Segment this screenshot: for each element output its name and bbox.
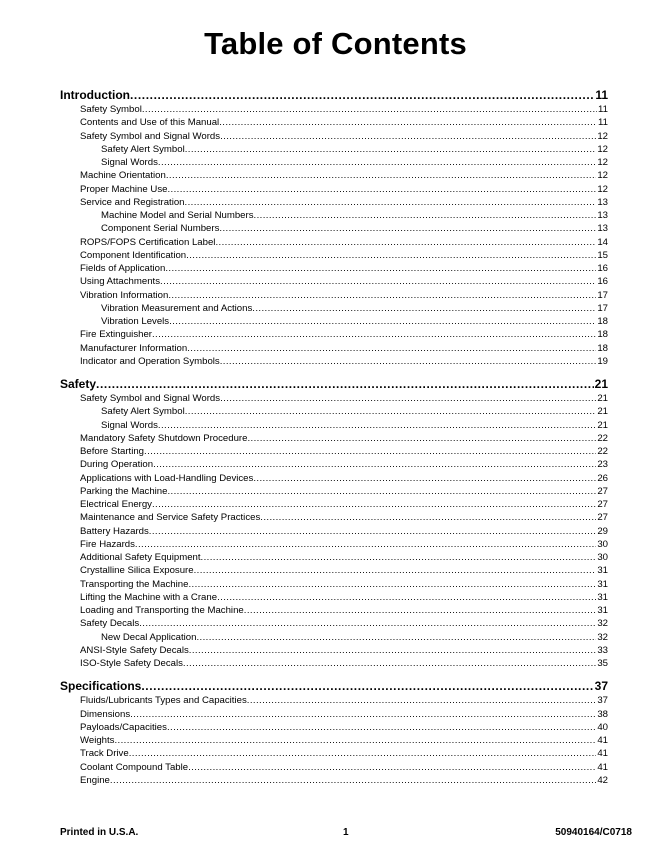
dot-leader [220, 392, 596, 405]
toc-entry-page: 17 [597, 289, 608, 301]
toc-entry-page: 23 [597, 459, 608, 471]
toc-entry-label: Parking the Machine [80, 485, 168, 497]
dot-leader [152, 328, 596, 341]
dot-leader [158, 419, 596, 432]
toc-entry-page: 32 [597, 618, 608, 630]
dot-leader [215, 236, 596, 249]
toc-entry[interactable] [60, 551, 608, 564]
toc-entry-page: 30 [597, 552, 608, 563]
dot-leader [247, 694, 597, 707]
toc-entry[interactable] [60, 262, 608, 275]
toc-entry-page: 13 [597, 196, 608, 208]
toc-entry-page: 27 [597, 485, 608, 497]
toc-entry[interactable] [60, 761, 608, 774]
toc-entry-label: ROPS/FOPS Certification Label [80, 236, 216, 248]
dot-leader [185, 143, 597, 156]
toc-entry[interactable] [60, 355, 608, 368]
toc-entry-label: Machine Model and Serial Numbers [101, 210, 254, 221]
toc-entry-label: Specifications [60, 679, 142, 694]
dot-leader [183, 657, 596, 670]
toc-entry-page: 17 [597, 302, 608, 314]
dot-leader [114, 734, 596, 747]
toc-entry[interactable] [60, 458, 608, 471]
toc-entry[interactable] [60, 328, 608, 341]
toc-entry-label: Loading and Transporting the Machine [80, 605, 244, 616]
table-of-contents [60, 88, 608, 796]
dot-leader [158, 156, 596, 169]
toc-entry-page: 31 [597, 605, 608, 616]
dot-leader [188, 761, 596, 774]
dot-leader [130, 88, 594, 103]
toc-entry-page: 12 [597, 143, 608, 155]
toc-entry-page: 27 [597, 512, 608, 524]
dot-leader [168, 289, 596, 302]
toc-entry[interactable] [60, 734, 608, 747]
toc-entry[interactable] [60, 445, 608, 458]
dot-leader [160, 275, 596, 288]
dot-leader [153, 458, 596, 471]
toc-entry[interactable] [60, 183, 608, 196]
footer-document-number: 50940164/C0718 [555, 827, 632, 838]
toc-entry-label: Fire Hazards [80, 538, 135, 550]
toc-entry[interactable] [60, 222, 608, 235]
toc-entry[interactable] [60, 774, 608, 787]
toc-entry-label: Using Attachments [80, 276, 160, 288]
toc-section [60, 88, 608, 368]
toc-entry-page: 18 [597, 329, 608, 341]
toc-entry-label: Introduction [60, 88, 130, 102]
toc-entry-page: 21 [597, 419, 608, 431]
toc-entry-page: 12 [597, 183, 608, 195]
toc-entry-label: Signal Words [101, 419, 158, 431]
toc-entry-label: Fire Extinguisher [80, 329, 152, 341]
toc-entry[interactable] [60, 525, 608, 538]
toc-entry[interactable] [60, 657, 608, 670]
toc-entry-page: 31 [597, 565, 608, 577]
toc-entry[interactable] [60, 209, 608, 222]
toc-entry[interactable] [60, 578, 608, 591]
dot-leader [167, 485, 596, 498]
toc-entry-label: Component Identification [80, 249, 187, 261]
toc-entry[interactable] [60, 747, 608, 760]
toc-entry[interactable] [60, 631, 608, 644]
toc-entry-page: 22 [597, 446, 608, 457]
toc-entry-page: 40 [597, 721, 608, 733]
toc-entry-page: 33 [597, 644, 608, 656]
toc-entry[interactable] [60, 196, 608, 209]
toc-entry-page: 29 [597, 525, 608, 537]
toc-entry-page: 37 [597, 695, 608, 707]
toc-entry-label: Before Starting [80, 446, 144, 457]
dot-leader [253, 472, 596, 485]
toc-entry-label: Indicator and Operation Symbols [80, 355, 220, 367]
toc-entry-page: 32 [597, 631, 608, 643]
toc-entry[interactable] [60, 392, 608, 405]
dot-leader [149, 525, 597, 538]
dot-leader [152, 498, 596, 511]
toc-entry-label: Safety Alert Symbol [101, 406, 185, 418]
dot-leader [167, 721, 596, 734]
toc-entry-label: Proper Machine Use [80, 183, 168, 195]
toc-section [60, 679, 608, 787]
toc-entry-label: Coolant Compound Table [80, 761, 189, 773]
toc-entry[interactable] [60, 472, 608, 485]
toc-entry[interactable] [60, 289, 608, 302]
toc-entry[interactable] [60, 538, 608, 551]
dot-leader [260, 511, 596, 524]
toc-entry-page: 11 [595, 88, 608, 102]
toc-entry-label: Track Drive [80, 748, 129, 760]
toc-entry-label: Fields of Application [80, 263, 166, 274]
toc-entry-page: 21 [597, 406, 608, 418]
toc-entry-label: Signal Words [101, 157, 158, 168]
toc-entry[interactable] [60, 275, 608, 288]
dot-leader [220, 130, 596, 143]
toc-entry-page: 13 [597, 210, 608, 221]
dot-leader [141, 679, 593, 694]
toc-entry-label: Mandatory Safety Shutdown Procedure [80, 432, 248, 444]
dot-leader [187, 342, 596, 355]
dot-leader [244, 604, 597, 617]
toc-entry[interactable] [60, 432, 608, 445]
footer-print-location: Printed in U.S.A. [60, 827, 139, 838]
toc-entry-page: 13 [597, 223, 608, 235]
toc-entry-page: 35 [597, 658, 608, 669]
dot-leader [185, 196, 597, 209]
toc-entry[interactable] [60, 644, 608, 657]
footer-page-number: 1 [343, 827, 349, 838]
toc-entry[interactable] [60, 236, 608, 249]
toc-entry-page: 27 [597, 499, 608, 510]
toc-entry[interactable] [60, 617, 608, 630]
dot-leader [165, 262, 596, 275]
dot-leader [188, 578, 596, 591]
dot-leader [252, 302, 596, 315]
toc-entry[interactable] [60, 708, 608, 721]
dot-leader [96, 377, 594, 392]
toc-entry[interactable] [60, 315, 608, 328]
toc-entry-page: 26 [597, 472, 608, 484]
dot-leader [201, 551, 597, 564]
dot-leader [169, 315, 596, 328]
toc-entry[interactable] [60, 721, 608, 734]
toc-entry-label: During Operation [80, 459, 154, 471]
toc-section-heading[interactable] [60, 377, 608, 392]
toc-entry-label: Component Serial Numbers [101, 223, 220, 235]
toc-entry-page: 12 [597, 157, 608, 168]
toc-entry-label: Electrical Energy [80, 499, 152, 510]
toc-entry-page: 11 [598, 104, 608, 115]
toc-entry-label: Safety [60, 377, 97, 391]
toc-entry-page: 31 [597, 578, 608, 590]
toc-entry-page: 19 [597, 355, 608, 367]
toc-entry-label: Contents and Use of this Manual [80, 117, 220, 129]
toc-entry[interactable] [60, 405, 608, 418]
toc-entry[interactable] [60, 116, 608, 129]
toc-entry-label: Manufacturer Information [80, 342, 188, 354]
toc-entry[interactable] [60, 169, 608, 182]
toc-entry-label: ISO-Style Safety Decals [80, 658, 183, 669]
toc-entry-page: 30 [597, 538, 608, 550]
dot-leader [185, 405, 597, 418]
toc-entry-page: 31 [597, 591, 608, 603]
toc-entry-page: 14 [597, 236, 608, 248]
toc-entry-page: 16 [597, 263, 608, 274]
toc-entry-label: Transporting the Machine [80, 578, 189, 590]
toc-entry-page: 18 [597, 316, 608, 327]
dot-leader [194, 564, 597, 577]
toc-entry-label: Machine Orientation [80, 170, 166, 182]
dot-leader [129, 747, 597, 760]
toc-entry-label: Safety Symbol and Signal Words [80, 130, 221, 142]
toc-entry-page: 12 [597, 170, 608, 182]
toc-entry[interactable] [60, 564, 608, 577]
toc-section-heading[interactable] [60, 88, 608, 103]
toc-entry-label: Service and Registration [80, 196, 185, 208]
toc-entry-page: 42 [597, 774, 608, 786]
toc-entry-page: 15 [597, 249, 608, 261]
toc-entry-page: 37 [594, 679, 608, 694]
toc-entry-label: Engine [80, 774, 110, 786]
toc-entry[interactable] [60, 604, 608, 617]
dot-leader [220, 355, 597, 368]
toc-entry[interactable] [60, 143, 608, 156]
dot-leader [189, 644, 597, 657]
toc-entry[interactable] [60, 694, 608, 707]
toc-entry-label: Applications with Load-Handling Devices [80, 472, 254, 484]
toc-entry-page: 16 [597, 276, 608, 288]
dot-leader [196, 631, 596, 644]
toc-entry[interactable] [60, 103, 608, 116]
toc-entry[interactable] [60, 591, 608, 604]
dot-leader [167, 183, 596, 196]
toc-entry[interactable] [60, 302, 608, 315]
toc-entry-page: 18 [597, 342, 608, 354]
toc-entry[interactable] [60, 498, 608, 511]
toc-entry[interactable] [60, 249, 608, 262]
toc-entry-label: Safety Alert Symbol [101, 143, 185, 155]
toc-entry-page: 22 [597, 432, 608, 444]
toc-entry-label: Weights [80, 735, 115, 746]
toc-entry-label: Fluids/Lubricants Types and Capacities [80, 695, 247, 707]
toc-entry-label: ANSI-Style Safety Decals [80, 644, 189, 656]
toc-entry-page: 41 [597, 735, 608, 746]
toc-entry-label: Safety Symbol [80, 104, 142, 115]
dot-leader [186, 249, 596, 262]
dot-leader [142, 103, 597, 116]
dot-leader [139, 617, 596, 630]
toc-entry[interactable] [60, 342, 608, 355]
toc-entry-label: Maintenance and Service Safety Practices [80, 512, 261, 524]
toc-entry-label: Vibration Levels [101, 316, 170, 327]
dot-leader [247, 432, 596, 445]
toc-entry-label: Crystalline Silica Exposure [80, 565, 194, 577]
toc-entry-label: Vibration Measurement and Actions [101, 302, 253, 314]
toc-entry[interactable] [60, 156, 608, 169]
toc-entry-page: 41 [597, 748, 608, 760]
toc-entry-label: Safety Decals [80, 618, 140, 630]
toc-entry-page: 11 [598, 117, 608, 129]
toc-entry-page: 41 [597, 761, 608, 773]
toc-section-heading[interactable] [60, 679, 608, 694]
toc-entry[interactable] [60, 419, 608, 432]
toc-entry-label: Safety Symbol and Signal Words [80, 393, 221, 404]
toc-entry-label: Payloads/Capacities [80, 721, 167, 733]
toc-entry-page: 21 [597, 393, 608, 404]
toc-entry[interactable] [60, 485, 608, 498]
dot-leader [219, 222, 596, 235]
toc-entry-label: Battery Hazards [80, 525, 149, 537]
dot-leader [219, 116, 597, 129]
toc-entry-page: 12 [597, 130, 608, 142]
dot-leader [144, 445, 596, 458]
toc-entry[interactable] [60, 130, 608, 143]
dot-leader [110, 774, 596, 787]
toc-entry-page: 38 [597, 708, 608, 720]
toc-entry-label: Additional Safety Equipment [80, 552, 201, 563]
toc-entry-page: 21 [594, 377, 608, 391]
toc-entry-label: Lifting the Machine with a Crane [80, 591, 218, 603]
page-title: Table of Contents [204, 26, 467, 61]
toc-entry-label: New Decal Application [101, 631, 197, 643]
toc-entry-label: Dimensions [80, 708, 131, 720]
dot-leader [217, 591, 596, 604]
dot-leader [254, 209, 597, 222]
dot-leader [166, 169, 596, 182]
toc-section [60, 377, 608, 670]
toc-entry-label: Vibration Information [80, 289, 169, 301]
dot-leader [135, 538, 596, 551]
dot-leader [130, 708, 596, 721]
toc-entry[interactable] [60, 511, 608, 524]
